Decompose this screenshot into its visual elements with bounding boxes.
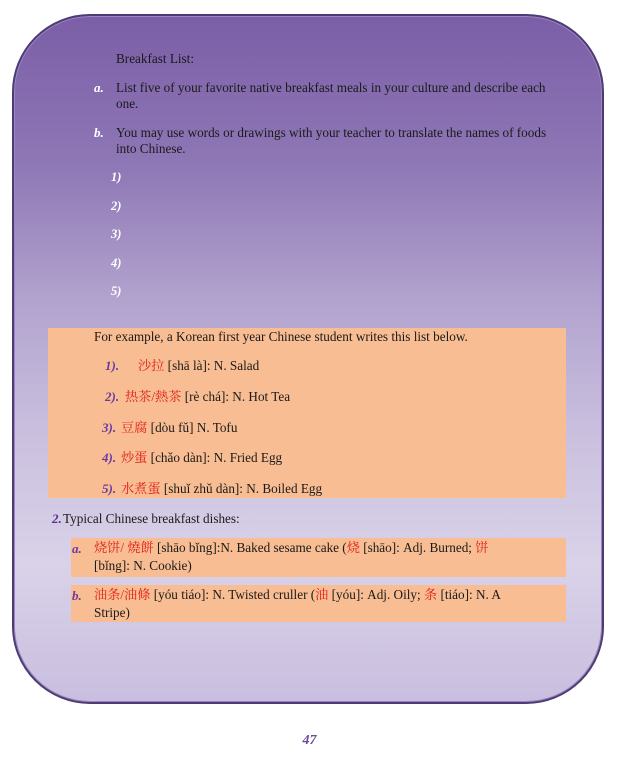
dish-a-cn2: 烧	[346, 540, 360, 555]
blank-4: 4)	[111, 256, 122, 270]
dish-a-cn1: 烧饼/ 燒餅	[94, 540, 154, 555]
blank-1: 1)	[111, 170, 122, 184]
dish-b-cn1: 油条/油條	[94, 587, 151, 602]
dish-a-cn3: 饼	[475, 540, 489, 555]
item-b-label: b.	[94, 125, 104, 140]
example-rest-3: [dòu fǔ] N. Tofu	[147, 420, 238, 435]
dish-b-t2: [yóu]: Adj. Oily;	[328, 587, 424, 602]
example-rest-1: [shā là]: N. Salad	[164, 358, 260, 373]
dish-b-line2: Stripe)	[94, 605, 130, 620]
example-num-3: 3).	[102, 420, 117, 435]
blank-2: 2)	[111, 199, 122, 213]
example-item-5	[121, 481, 322, 497]
example-item-2	[125, 389, 290, 405]
example-cn-3: 豆腐	[121, 420, 148, 435]
example-cn-2: 热茶/熱茶	[125, 389, 182, 404]
dish-a-text	[94, 540, 562, 556]
example-num-2: 2).	[105, 389, 120, 404]
dish-a-line2: [bǐng]: N. Cookie)	[94, 558, 192, 573]
example-cn-4: 炒蛋	[121, 450, 148, 465]
dishes-number: 2.	[52, 511, 62, 526]
example-rest-2: [rè chá]: N. Hot Tea	[181, 389, 291, 404]
dish-a-label: a.	[72, 541, 82, 556]
example-item-4	[121, 450, 282, 466]
dish-b-cn2: 油	[315, 587, 329, 602]
example-box	[48, 328, 566, 498]
dish-b-label: b.	[72, 588, 82, 603]
dish-a-t1: [shāo bǐng]:N. Baked sesame cake (	[153, 540, 347, 555]
example-cn-1: 沙拉	[138, 358, 165, 373]
section-heading: Breakfast List:	[116, 51, 195, 66]
dish-b-t1: [yóu tiáo]: N. Twisted cruller (	[150, 587, 316, 602]
dish-b-text	[94, 587, 562, 603]
example-item-1	[138, 358, 259, 374]
blank-3: 3)	[111, 227, 122, 241]
page-number: 47	[302, 733, 317, 748]
example-rest-5: [shuǐ zhǔ dàn]: N. Boiled Egg	[160, 481, 323, 496]
item-a-label: a.	[94, 80, 104, 95]
item-b-text: You may use words or drawings with your teacher to translate the names of foods into Chinese.	[116, 125, 547, 156]
dish-b-cn3: 条	[423, 587, 438, 602]
dish-a-t2: [shāo]: Adj. Burned;	[359, 540, 476, 555]
example-item-3	[121, 420, 237, 436]
blank-5: 5)	[111, 284, 122, 298]
example-num-4: 4).	[102, 450, 117, 465]
example-rest-4: [chǎo dàn]: N. Fried Egg	[147, 450, 283, 465]
dish-b-t3: [tiáo]: N. A	[437, 587, 501, 602]
dishes-heading: Typical Chinese breakfast dishes:	[63, 511, 240, 526]
example-intro: For example, a Korean first year Chinese student writes this list below.	[94, 329, 468, 344]
item-a-text: List five of your favorite native breakfast meals in your culture and describe each one.	[116, 80, 546, 111]
example-cn-5: 水煮蛋	[121, 481, 161, 496]
example-num-1: 1).	[105, 358, 120, 373]
example-num-5: 5).	[102, 481, 117, 496]
